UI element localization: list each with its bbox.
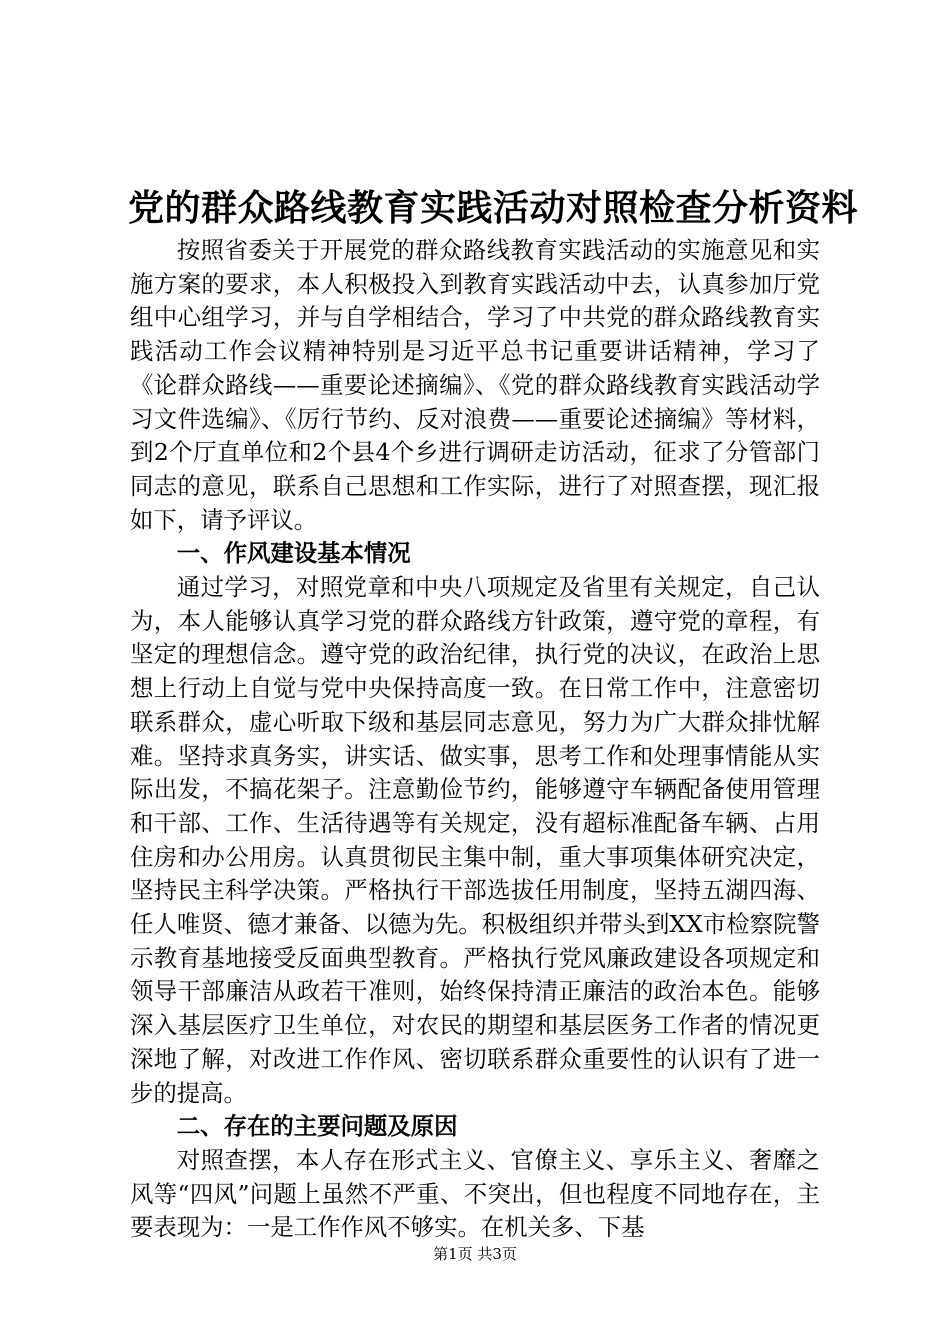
document-title: 党的群众路线教育实践活动对照检查分析资料	[128, 188, 859, 229]
intro-paragraph: 按照省委关于开展党的群众路线教育实践活动的实施意见和实施方案的要求，本人积极投入到教育实践活动中去，认真参加厅党组中心组学习，并与自学相结合，学习了中共党的群众路线教育实践活动工作会议精神特别是习近平总书记重要讲话精神，学习了《论群众路线——重要论述摘编》、《党的群众路线教育实践活动学习文件选编》、《厉行节约、反对浪费——重要论述摘编》等材料，到2个厅直单位和2个县4个乡进行调研走访活动，征求了分管部门同志的意见，联系自己思想和工作实际，进行了对照查摆，现汇报如下，请予评议。	[130, 236, 820, 534]
section-1-paragraph: 通过学习，对照党章和中央八项规定及省里有关规定，自己认为，本人能够认真学习党的群众路线方针政策，遵守党的章程，有坚定的理想信念。遵守党的政治纪律，执行党的决议，在政治上思想上行动上自觉与党中央保持高度一致。在日常工作中，注意密切联系群众，虚心听取下级和基层同志意见，努力为广大群众排忧解难。坚持求真务实，讲实话、做实事，思考工作和处理事情能从实际出发，不搞花架子。注意勤俭节约，能够遵守车辆配备使用管理和干部、工作、生活待遇等有关规定，没有超标准配备车辆、占用住房和办公用房。认真贯彻民主集中制，重大事项集体研究决定，坚持民主科学决策。严格执行干部选拔任用制度，坚持五湖四海、任人唯贤、德才兼备、以德为先。积极组织并带头到XX市检察院警示教育基地接受反面典型教育。严格执行党风廉政建设各项规定和领导干部廉洁从政若干准则，始终保持清正廉洁的政治本色。能够深入基层医疗卫生单位，对农民的期望和基层医务工作者的情况更深地了解，对改进工作作风、密切联系群众重要性的认识有了进一步的提高。	[130, 573, 820, 1107]
page-number: 第1页 共3页	[433, 1245, 517, 1263]
document-body	[130, 234, 820, 1245]
section-heading-1: 一、作风建设基本情况	[176, 539, 411, 568]
section-2-paragraph: 对照查摆，本人存在形式主义、官僚主义、享乐主义、奢靡之风等“四风”问题上虽然不严重、不突出，但也程度不同地存在，主要表现为：一是工作作风不够实。在机关多、下基	[130, 1145, 820, 1242]
page-footer	[0, 1242, 950, 1266]
section-heading-2: 二、存在的主要问题及原因	[176, 1112, 458, 1141]
